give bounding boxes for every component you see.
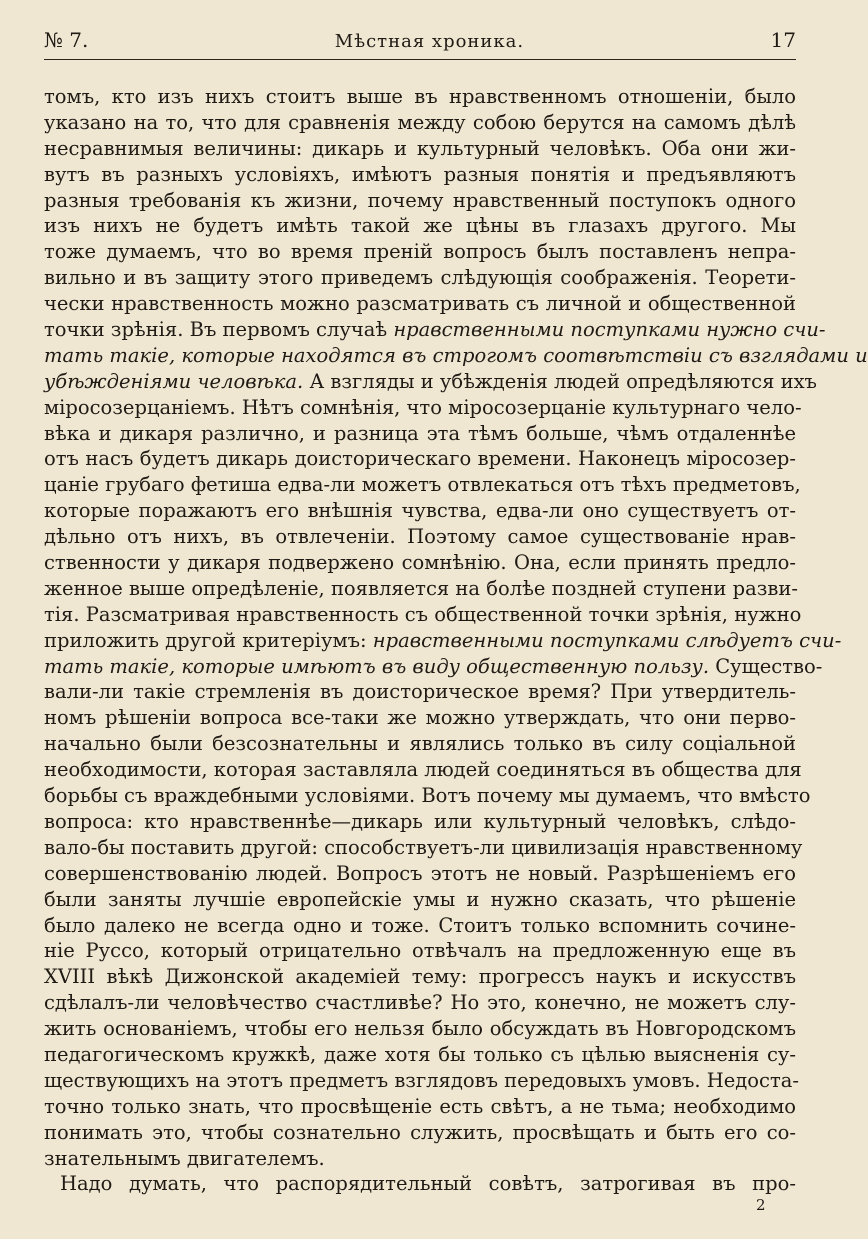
text-line	[44, 654, 823, 680]
text-run: дѣльно отъ нихъ, въ отвлеченіи. Поэтому самое существованіе нрав-	[44, 525, 796, 549]
text-run: ственности у дикаря подвержено сомнѣнію. Она, если принять предло-	[44, 551, 796, 575]
text-line	[44, 731, 796, 757]
text-line	[44, 602, 802, 628]
text-run: томъ, кто изъ нихъ стоитъ выше въ нравственномъ отношеніи, было	[44, 85, 796, 108]
text-run: точки зрѣнія. Въ первомъ случаѣ	[44, 318, 394, 342]
text-line	[44, 291, 796, 317]
text-run: Существо-	[709, 654, 823, 678]
text-line	[44, 110, 796, 136]
text-line	[44, 136, 796, 162]
text-run: разныя требованія къ жизни, почему нравственный поступокъ одного	[44, 188, 796, 212]
text-line	[44, 498, 796, 524]
text-line	[44, 913, 796, 939]
text-run: тія. Разсматривая нравственность съ общественной точки зрѣнія, нужно	[44, 602, 802, 626]
text-run: міросозерцаніемъ. Нѣтъ сомнѣнія, что міросозерцаніе культурнаго чело-	[44, 395, 802, 419]
text-run: были заняты лучшіе европейскіе умы и нужно сказать, что рѣшеніе	[44, 887, 796, 911]
text-line	[44, 835, 803, 861]
text-line	[44, 550, 796, 576]
text-run: указано на то, что для сравненія между собою берутся на самомъ дѣлѣ	[44, 110, 796, 134]
text-run: было далеко не всегда одно и тоже. Стоитъ только вспомнить сочине-	[44, 913, 796, 937]
text-run: жить основаніемъ, чтобы его нельзя было обсуждать въ Новгородскомъ	[44, 1017, 796, 1041]
text-line	[44, 421, 796, 447]
text-line	[44, 446, 796, 472]
text-run: чески нравственность можно разсматривать съ личной и общественной	[44, 292, 796, 316]
text-line	[44, 1042, 796, 1068]
text-run: цаніе грубаго фетиша едва-ли можетъ отвлекаться отъ тѣхъ предметовъ,	[44, 473, 801, 497]
italic-text: тать такіе, которые находятся въ строгомъ соотвѣтствіи съ взглядами и	[44, 343, 868, 367]
text-line	[44, 1068, 799, 1094]
text-line	[44, 861, 796, 887]
text-line	[44, 783, 811, 809]
text-run: понимать это, чтобы сознательно служить, просвѣщать и быть его со-	[44, 1120, 796, 1144]
text-run: педагогическомъ кружкѣ, даже хотя бы только съ цѣлью выясненія су-	[44, 1042, 796, 1066]
text-run: XVIII вѣкѣ Дижонской академіей тему: прогрессъ наукъ и искусствъ	[44, 965, 796, 989]
text-line	[44, 162, 796, 188]
text-run: необходимости, которая заставляла людей соединяться въ общества для	[44, 758, 802, 782]
text-line	[44, 188, 796, 214]
text-line	[44, 990, 796, 1016]
text-line	[44, 705, 796, 731]
text-line	[44, 213, 796, 239]
text-run: Надо думать, что распорядительный совѣтъ, затрогивая въ про-	[60, 1172, 796, 1196]
text-line	[44, 395, 802, 421]
text-line	[44, 1120, 796, 1146]
text-run: знательнымъ двигателемъ.	[44, 1146, 325, 1170]
text-line	[44, 1094, 796, 1120]
text-run: номъ рѣшеніи вопроса все-таки же можно утверждать, что они перво-	[44, 706, 796, 730]
text-run: А взгляды и убѣжденія людей опредѣляются ихъ	[303, 369, 817, 393]
text-run: тоже думаемъ, что во время преній вопросъ былъ поставленъ непра-	[44, 240, 796, 264]
text-run: ществующихъ на этотъ предметъ взглядовъ передовыхъ умовъ. Недоста-	[44, 1068, 799, 1092]
text-line	[44, 265, 796, 291]
text-run: вѣка и дикаря различно, и разница эта тѣмъ больше, чѣмъ отдаленнѣе	[44, 421, 796, 445]
text-line	[44, 809, 796, 835]
text-line	[44, 576, 796, 602]
text-line	[44, 1171, 796, 1197]
text-run: борьбы съ враждебными условіями. Вотъ почему мы думаемъ, что вмѣсто	[44, 784, 811, 808]
text-line	[44, 343, 868, 369]
text-line	[44, 1016, 796, 1042]
text-run: которые поражаютъ его внѣшнія чувства, едва-ли оно существуетъ от-	[44, 499, 796, 523]
text-run: сдѣлалъ-ли человѣчество счастливѣе? Но это, конечно, не можетъ слу-	[44, 991, 796, 1015]
page-number: 17	[770, 28, 796, 52]
text-line	[44, 887, 796, 913]
text-line	[44, 679, 796, 705]
text-run: вало-бы поставить другой: способствуетъ-ли цивилизація нравственному	[44, 835, 803, 859]
signature-mark: 2	[756, 1196, 766, 1214]
text-run: точно только знать, что просвѣщеніе есть свѣтъ, а не тьма; необходимо	[44, 1094, 796, 1118]
text-run: приложить другой критеріумъ:	[44, 628, 373, 652]
running-header	[44, 28, 796, 58]
text-line	[44, 84, 796, 110]
text-run: отъ насъ будетъ дикарь доисторическаго времени. Наконецъ міросозер-	[44, 447, 796, 471]
text-line	[44, 239, 796, 265]
italic-text: тать такіе, которые имѣютъ въ виду общественную пользу.	[44, 654, 710, 678]
italic-text: нравственными поступками нужно счи-	[393, 318, 826, 342]
body-text	[44, 84, 868, 1197]
text-line	[44, 1146, 796, 1172]
text-run: вали-ли такіе стремленія въ доисторическое время? При утвердитель-	[44, 680, 796, 704]
italic-text: нравственными поступками слѣдуетъ счи-	[372, 628, 842, 652]
issue-number: № 7.	[44, 28, 89, 52]
text-run: несравнимыя величины: дикарь и культурный человѣкъ. Оба они жи-	[44, 136, 796, 160]
text-run: ніе Руссо, который отрицательно отвѣчалъ на предложенную еще въ	[44, 939, 796, 963]
text-run: вутъ въ разныхъ условіяхъ, имѣютъ разныя понятія и предъявляютъ	[44, 162, 796, 186]
text-line	[44, 524, 796, 550]
text-line	[44, 964, 796, 990]
text-run: женное выше опредѣленіе, появляется на болѣе поздней ступени разви-	[44, 576, 798, 600]
text-line	[44, 317, 826, 343]
text-run: изъ нихъ не будетъ имѣть такой же цѣны въ глазахъ другого. Мы	[44, 214, 796, 238]
section-title: Мѣстная хроника.	[334, 31, 525, 52]
text-line	[44, 757, 802, 783]
text-run: вильно и въ защиту этого приведемъ слѣдующія соображенія. Теорети-	[44, 266, 796, 290]
text-line	[44, 472, 801, 498]
text-line	[44, 938, 796, 964]
text-run: начально были безсознательны и являлись только въ силу соціальной	[44, 732, 796, 756]
text-run: вопроса: кто нравственнѣе—дикарь или культурный человѣкъ, слѣдо-	[44, 809, 796, 833]
text-line	[44, 369, 817, 395]
text-line	[44, 628, 842, 654]
header-rule	[44, 59, 796, 60]
text-run: совершенствованію людей. Вопросъ этотъ не новый. Разрѣшеніемъ его	[44, 861, 796, 885]
italic-text: убѣжденіями человѣка.	[44, 369, 304, 393]
